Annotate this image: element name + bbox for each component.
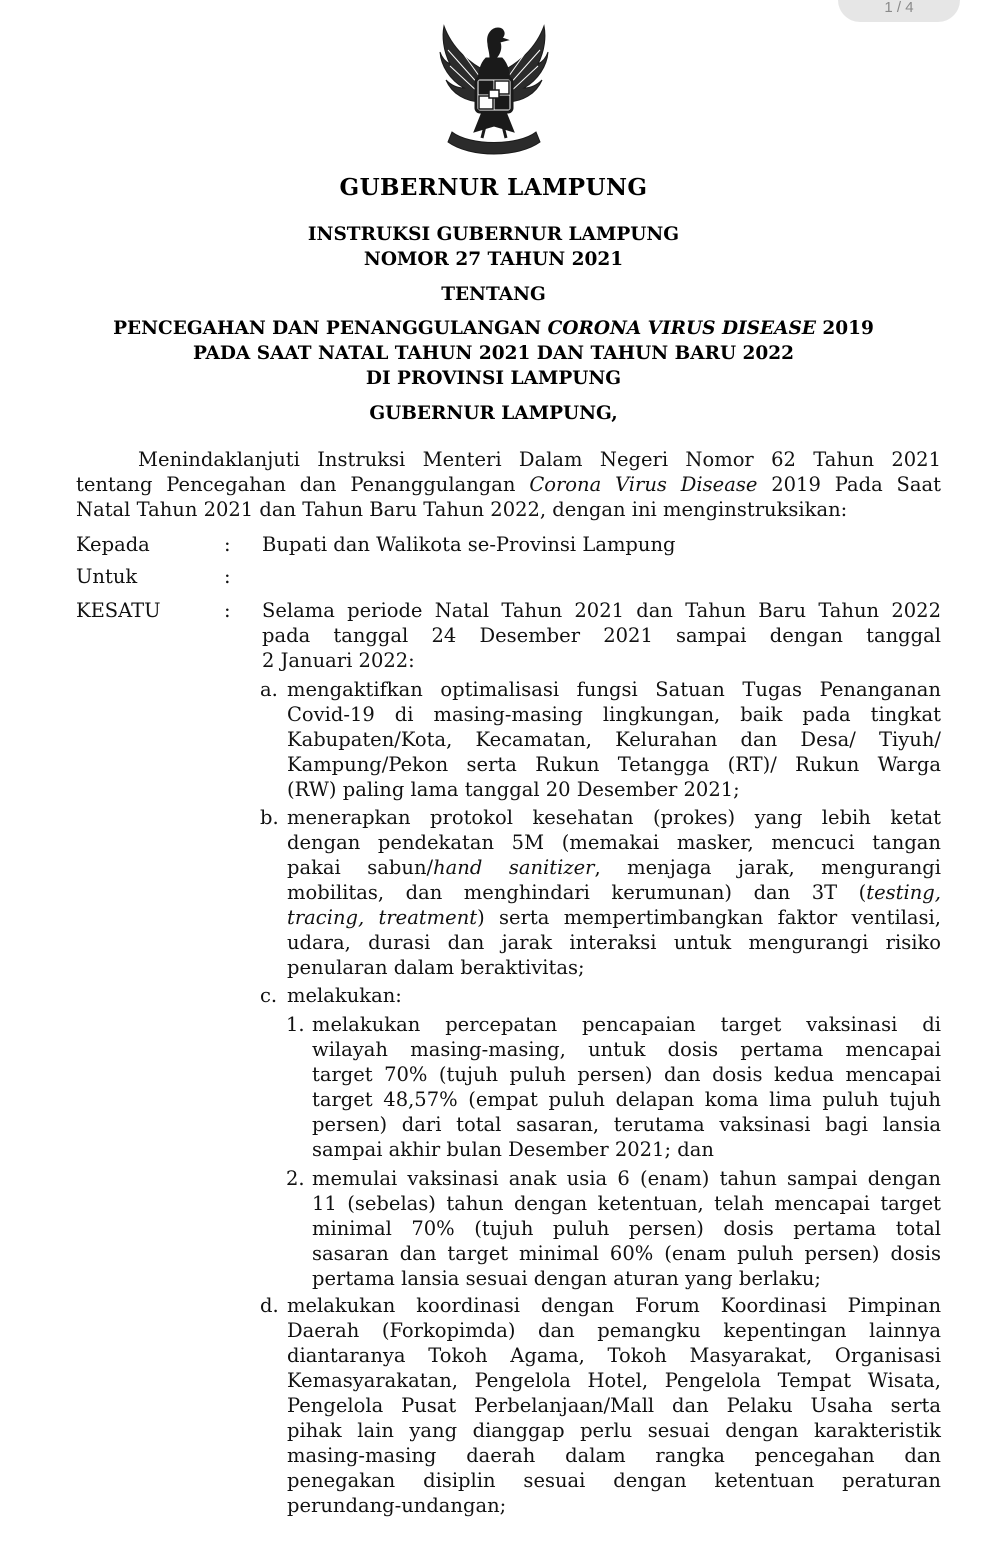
kesatu-colon: : [224,599,231,622]
subitem-2-line: sasaran dan target minimal 60% (enam puluh persen) dosis [312,1242,941,1265]
subitem-1-marker: 1. [286,1013,305,1036]
kesatu-intro-line: Selama periode Natal Tahun 2021 dan Tahun Baru Tahun 2022 [262,599,941,622]
subitem-2-line: pertama lansia sesuai dengan aturan yang berlaku; [312,1267,821,1290]
preamble-line-1: Menindaklanjuti Instruksi Menteri Dalam Negeri Nomor 62 Tahun 2021 [138,448,941,471]
item-d-line: melakukan koordinasi dengan Forum Koordinasi Pimpinan [287,1294,941,1317]
subitem-2-line: memulai vaksinasi anak usia 6 (enam) tahun sampai dengan [312,1167,941,1190]
subitem-1-line: target 70% (tujuh puluh persen) dan dosis kedua mencapai [312,1063,941,1086]
untuk-colon: : [224,565,231,588]
item-b-marker: b. [260,806,279,829]
item-b-line: pakai sabun/hand sanitizer, menjaga jarak, mengurangi [287,856,941,879]
item-d-line: Daerah (Forkopimda) dan pemangku kepentingan lainnya [287,1319,941,1342]
kesatu-intro-line: 2 Januari 2022: [262,649,415,672]
preamble-line-3: Natal Tahun 2021 dan Tahun Baru Tahun 2022, dengan ini menginstruksikan: [76,498,848,521]
subitem-1-line: persen) dari total sasaran, terutama vaksinasi bagi lansia [312,1113,941,1136]
untuk-label: Untuk [76,565,138,588]
page-indicator: 1 / 4 [838,0,960,22]
item-d-marker: d. [260,1294,279,1317]
item-d-line: pihak lain yang dianggap perlu sesuai dengan karakteristik [287,1419,941,1442]
signatory-heading: GUBERNUR LAMPUNG, [369,403,618,424]
item-d-line: Kemasyarakatan, Pengelola Hotel, Pengelola Tempat Wisata, [287,1369,941,1392]
subject-line-3: DI PROVINSI LAMPUNG [365,368,622,389]
doc-number: NOMOR 27 TAHUN 2021 [363,249,624,270]
kepada-value: Bupati dan Walikota se-Provinsi Lampung [262,533,676,556]
item-b-line: menerapkan protokol kesehatan (prokes) yang lebih ketat [287,806,941,829]
subject-line-2: PADA SAAT NATAL TAHUN 2021 DAN TAHUN BARU 2022 [192,343,795,364]
kepada-label: Kepada [76,533,150,556]
item-b-line: tracing, treatment) serta mempertimbangkan faktor ventilasi, [287,906,941,929]
item-a-marker: a. [260,678,278,701]
item-a-line: Covid-19 di masing-masing lingkungan, baik pada tingkat [287,703,941,726]
subitem-2-line: 11 (sebelas) tahun dengan ketentuan, telah mencapai target [312,1192,941,1215]
subject-line-1: PENCEGAHAN DAN PENANGGULANGAN CORONA VIRUS DISEASE 2019 [113,318,874,339]
doc-type: INSTRUKSI GUBERNUR LAMPUNG [307,224,680,245]
garuda-emblem [430,14,558,164]
item-d-line: perundang-undangan; [287,1494,507,1517]
kesatu-label: KESATU [76,599,161,622]
item-a-line: Kampung/Pekon serta Rukun Tetangga (RT)/ Rukun Warga [287,753,941,776]
item-d-line: masing-masing daerah dalam rangka pencegahan dan [287,1444,941,1467]
item-a-line: mengaktifkan optimalisasi fungsi Satuan Tugas Penanganan [287,678,941,701]
item-d-line: Pengelola Pusat Perbelanjaan/Mall dan Pelaku Usaha serta [287,1394,941,1417]
item-d-line: penegakan disiplin sesuai dengan ketentuan peraturan [287,1469,941,1492]
preamble-line-2: tentang Pencegahan dan Penanggulangan Corona Virus Disease 2019 Pada Saat [76,473,941,496]
item-a-line: Kabupaten/Kota, Kecamatan, Kelurahan dan Desa/ Tiyuh/ [287,728,941,751]
item-b-line: penularan dalam beraktivitas; [287,956,585,979]
subitem-2-line: minimal 70% (tujuh puluh persen) dosis pertama total [312,1217,941,1240]
item-b-line: udara, durasi dan jarak interaksi untuk mengurangi risiko [287,931,941,954]
kesatu-intro-line: pada tanggal 24 Desember 2021 sampai dengan tanggal [262,624,941,647]
item-b-line: dengan pendekatan 5M (memakai masker, mencuci tangan [287,831,941,854]
item-b-line: mobilitas, dan menghindari kerumunan) dan 3T (testing, [287,881,941,904]
item-c-text: melakukan: [287,984,402,1007]
item-d-line: diantaranya Tokoh Agama, Tokoh Masyarakat, Organisasi [287,1344,941,1367]
subitem-1-line: sampai akhir bulan Desember 2021; dan [312,1138,714,1161]
subitem-1-line: target 48,57% (empat puluh delapan koma lima puluh tujuh [312,1088,941,1111]
kepada-colon: : [224,533,231,556]
subitem-2-marker: 2. [286,1167,305,1190]
subitem-1-line: wilayah masing-masing, untuk dosis pertama mencapai [312,1038,941,1061]
subitem-1-line: melakukan percepatan pencapaian target vaksinasi di [312,1013,941,1036]
about-heading: TENTANG [441,284,546,305]
item-a-line: (RW) paling lama tanggal 20 Desember 2021; [287,778,740,801]
item-c-marker: c. [260,984,278,1007]
office-title: GUBERNUR LAMPUNG [339,174,648,201]
